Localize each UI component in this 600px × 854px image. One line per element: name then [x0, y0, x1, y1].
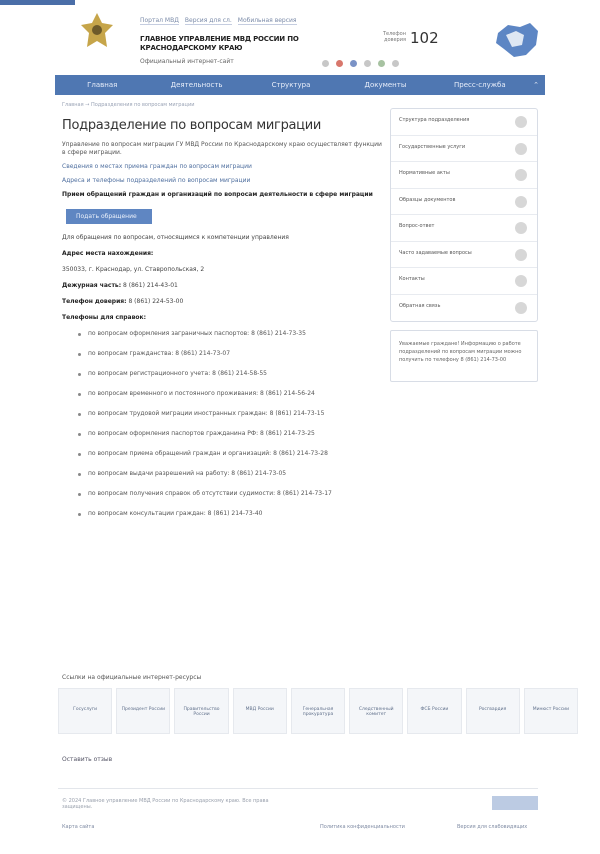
mvd-emblem-icon: [80, 11, 114, 51]
banner-link[interactable]: Президент России: [116, 688, 170, 734]
sidebar-notice: Уважаемые граждане! Информацию о работе подразделений по вопросам миграции можно получить по телефону 8 (861) 214-73-00: [390, 330, 538, 382]
address-intro: Для обращения по вопросам, относящимся к компетенции управления: [62, 234, 289, 241]
phones-heading: Телефоны для справок:: [62, 314, 146, 321]
nav-item-activity[interactable]: Деятельность: [170, 81, 223, 89]
banner-link[interactable]: Госуслуги: [58, 688, 112, 734]
top-link[interactable]: Мобильная версия: [237, 17, 297, 24]
banner-link[interactable]: ФСБ России: [407, 688, 461, 734]
document-icon: [515, 143, 527, 155]
banner-link[interactable]: Минюст России: [524, 688, 578, 734]
resources-heading: Ссылки на официальные интернет-ресурсы: [62, 674, 202, 681]
footer-button[interactable]: [492, 796, 538, 810]
banner-link[interactable]: Росгвардия: [466, 688, 520, 734]
help-icon: [515, 222, 527, 234]
submit-appeal-button[interactable]: Подать обращение: [66, 209, 152, 224]
footer-divider: [58, 788, 538, 789]
helpline-number[interactable]: 102: [410, 29, 439, 47]
breadcrumb[interactable]: Главная → Подразделения по вопросам миграции: [62, 102, 195, 108]
contacts-link[interactable]: Адреса и телефоны подразделений по вопросам миграции: [62, 177, 251, 184]
ministry-title[interactable]: ГЛАВНОЕ УПРАВЛЕНИЕ МВД РОССИИ ПО КРАСНОДАРСКОМУ КРАЮ: [140, 35, 299, 52]
reception-link[interactable]: Сведения о местах приема граждан по вопросам миграции: [62, 163, 252, 170]
footer-link-sitemap[interactable]: Карта сайта: [62, 824, 95, 830]
list-item: по вопросам консультации граждан: 8 (861) 214-73-40: [80, 510, 382, 518]
telegram-icon[interactable]: [392, 60, 399, 67]
site-header: [0, 5, 600, 75]
page-title: Подразделение по вопросам миграции: [62, 118, 322, 133]
appeal-note: Прием обращений граждан и организаций по вопросам деятельности в сфере миграции: [62, 191, 373, 198]
odnoklassniki-icon[interactable]: [378, 60, 385, 67]
resources-banners: [58, 688, 578, 734]
list-item: по вопросам гражданства: 8 (861) 214-73-07: [80, 350, 382, 358]
top-link[interactable]: Версия для сл.: [184, 17, 232, 24]
form-icon: [515, 196, 527, 208]
sidebar-item[interactable]: Часто задаваемые вопросы: [391, 242, 537, 269]
list-item: по вопросам оформления паспортов гражданина РФ: 8 (861) 214-73-25: [80, 430, 382, 438]
helpline-row: [62, 298, 382, 306]
ministry-subtitle: Официальный интернет-сайт: [140, 58, 234, 65]
list-item: по вопросам выдачи разрешений на работу: 8 (861) 214-73-05: [80, 470, 382, 478]
banner-link[interactable]: Следственный комитет: [349, 688, 403, 734]
region-map-icon[interactable]: [492, 19, 542, 61]
list-item: по вопросам трудовой миграции иностранных граждан: 8 (861) 214-73-15: [80, 410, 382, 418]
banner-link[interactable]: МВД России: [233, 688, 287, 734]
address-value: 350033, г. Краснодар, ул. Ставропольская, 2: [62, 266, 205, 273]
main-nav: [55, 75, 545, 95]
list-item: по вопросам приема обращений граждан и организаций: 8 (861) 214-73-28: [80, 450, 382, 458]
sidebar-item[interactable]: Нормативные акты: [391, 162, 537, 189]
banner-link[interactable]: Правительство России: [174, 688, 228, 734]
phone-icon: [515, 275, 527, 287]
main-content: [62, 118, 382, 530]
book-icon: [515, 169, 527, 181]
social-links: [322, 60, 399, 67]
sidebar-item[interactable]: Контакты: [391, 268, 537, 295]
address-row: [62, 250, 382, 258]
duty-phone: 8 (861) 214-43-01: [123, 282, 178, 289]
nav-caret-icon[interactable]: ⌃: [533, 81, 539, 89]
sidebar-menu: [390, 108, 538, 322]
list-item: по вопросам оформления заграничных паспортов: 8 (861) 214-73-35: [80, 330, 382, 338]
sidebar-item[interactable]: Образцы документов: [391, 189, 537, 216]
facebook-icon[interactable]: [350, 60, 357, 67]
sidebar-item[interactable]: Государственные услуги: [391, 136, 537, 163]
twitter-icon[interactable]: [364, 60, 371, 67]
intro-text: Управление по вопросам миграции ГУ МВД России по Краснодарскому краю осуществляет функции в сфере миграции.: [62, 141, 382, 156]
nav-item-structure[interactable]: Структура: [271, 81, 311, 89]
feedback-link[interactable]: Оставить отзыв: [62, 756, 113, 763]
mail-icon: [515, 302, 527, 314]
nav-item-documents[interactable]: Документы: [364, 81, 407, 89]
building-icon: [515, 116, 527, 128]
list-item: по вопросам получения справок об отсутствии судимости: 8 (861) 214-73-17: [80, 490, 382, 498]
vk-icon[interactable]: [322, 60, 329, 67]
phones-list: [80, 330, 382, 518]
footer-link-privacy[interactable]: Политика конфиденциальности: [320, 824, 405, 830]
helpline-row-label: Телефон доверия:: [62, 298, 127, 305]
chat-icon: [515, 249, 527, 261]
banner-link[interactable]: Генеральная прокуратура: [291, 688, 345, 734]
footer-copyright: © 2024 Главное управление МВД России по Краснодарскому краю. Все права защищены.: [62, 798, 269, 810]
list-item: по вопросам регистрационного учета: 8 (861) 214-58-55: [80, 370, 382, 378]
nav-item-home[interactable]: Главная: [87, 81, 118, 89]
helpline-row-phone: 8 (861) 224-53-00: [128, 298, 184, 305]
list-item: по вопросам временного и постоянного проживания: 8 (861) 214-56-24: [80, 390, 382, 398]
footer-link-accessibility[interactable]: Версия для слабовидящих: [457, 824, 528, 830]
sidebar-item[interactable]: Структура подразделения: [391, 109, 537, 136]
sidebar-item[interactable]: Обратная связь: [391, 295, 537, 322]
duty-row: [62, 282, 382, 290]
youtube-icon[interactable]: [336, 60, 343, 67]
top-link[interactable]: Портал МВД: [140, 17, 179, 24]
helpline-label: Телефон доверия: [382, 31, 406, 43]
nav-item-press[interactable]: Пресс-служба: [454, 81, 506, 89]
top-links: [140, 17, 297, 25]
address-label: Адрес места нахождения:: [62, 250, 154, 257]
sidebar-item[interactable]: Вопрос-ответ: [391, 215, 537, 242]
duty-label: Дежурная часть:: [62, 282, 122, 289]
